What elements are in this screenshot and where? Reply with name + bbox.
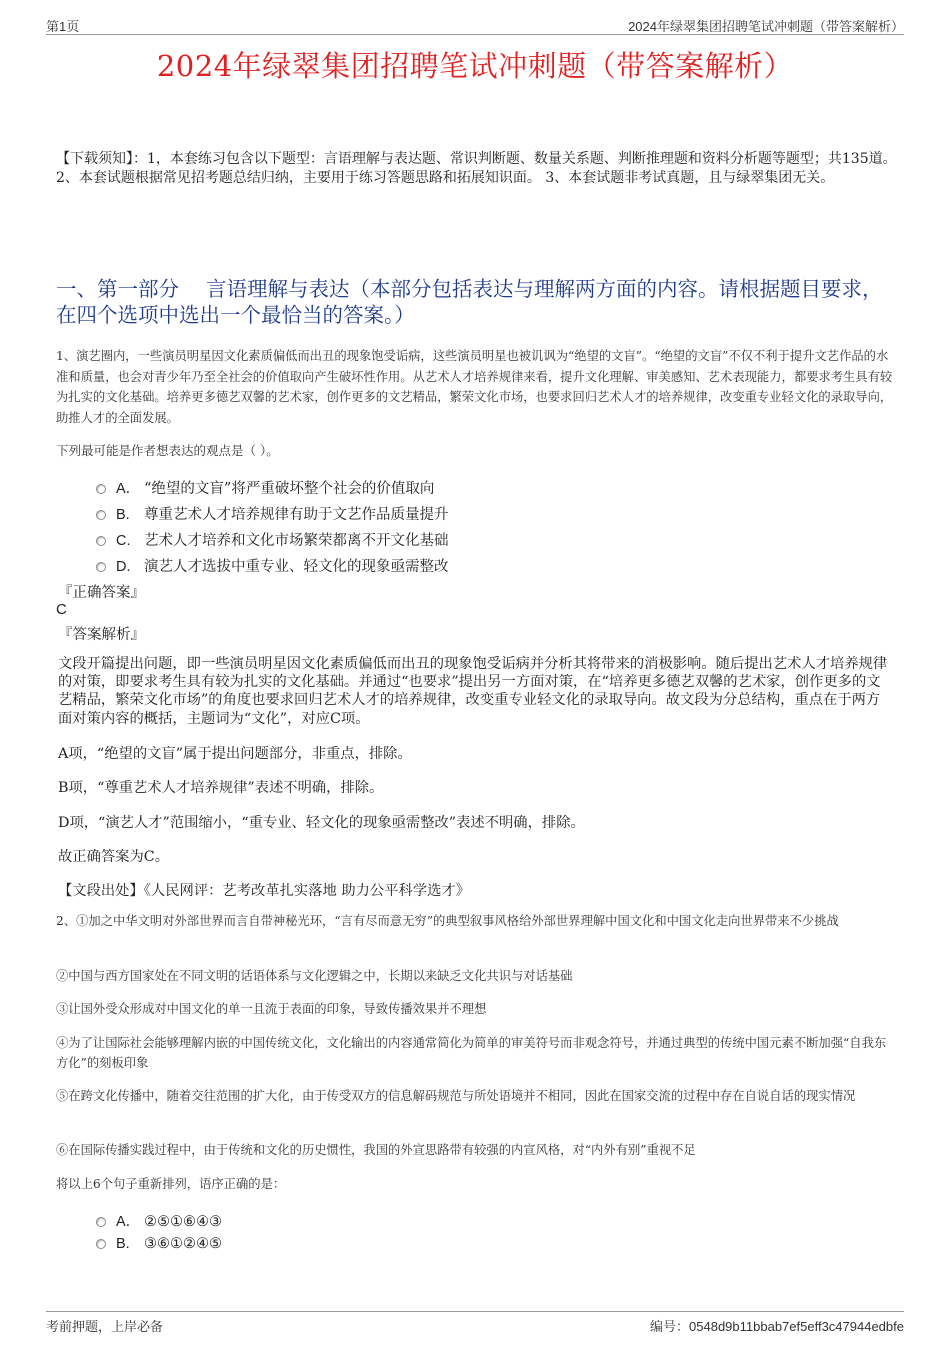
question-1-option-c[interactable]: C. 艺术人才培养和文化市场繁荣都离不开文化基础 xyxy=(96,529,449,551)
question-2-option-b[interactable]: B. ③⑥①②④⑤ xyxy=(96,1236,222,1258)
radio-icon[interactable] xyxy=(96,484,106,494)
radio-icon[interactable] xyxy=(96,1217,106,1227)
analysis-conclusion: 故正确答案为C。 xyxy=(58,849,170,865)
page-footer xyxy=(46,1311,904,1334)
analysis-option-d-note: D项，“演艺人才”范围缩小，“重专业、轻文化的现象亟需整改”表述不明确，排除。 xyxy=(58,815,585,831)
radio-icon[interactable] xyxy=(96,562,106,572)
radio-icon[interactable] xyxy=(96,1239,106,1249)
radio-icon[interactable] xyxy=(96,536,106,546)
question-2-sentence-5: ⑤在跨文化传播中，随着交往范围的扩大化，由于传受双方的信息解码规范与所处语境并不相同，因此在国家交流的过程中存在自说自话的现实情况 xyxy=(56,1089,856,1103)
question-1-option-b[interactable]: B. 尊重艺术人才培养规律有助于文艺作品质量提升 xyxy=(96,503,449,525)
analysis-text: 文段开篇提出问题，即一些演员明星因文化素质偏低而出丑的现象饱受诟病并分析其将带来的消极影响。随后提出艺术人才培养规律的对策，即要求考生具有较为扎实的文化基础。并通过“也要求”提出另一方面对策，在“培养更多德艺双馨的艺术家，创作更多的文艺精品，繁荣文化市场”的角度也要求回归艺术人才的培养规律，改变重专业轻文化的录取导向。故文段为分总结构，重点在于两方面对策内容的概括，主题词为“文化”，对应C项。 xyxy=(58,656,888,727)
question-2-sentence-4: ④为了让国际社会能够理解内嵌的中国传统文化，文化输出的内容通常简化为简单的审美符号而非观念符号，并通过典型的传统中国元素不断加强“自我东方化”的刻板印象 xyxy=(56,1036,887,1070)
analysis-label: 『答案解析』 xyxy=(58,627,145,643)
question-2-prompt: 将以上6个句子重新排列，语序正确的是： xyxy=(56,1177,286,1191)
question-2-sentence-2: ②中国与西方国家处在不同文明的话语体系与文化逻辑之中，长期以来缺乏文化共识与对话基础 xyxy=(56,969,573,983)
question-1-prompt: 下列最可能是作者想表达的观点是（ ）。 xyxy=(56,443,279,458)
header-doc-title: 2024年绿翠集团招聘笔试冲刺题（带答案解析） xyxy=(628,19,904,34)
question-2-sentence-1: 2、①加之中华文明对外部世界而言自带神秘光环，“言有尽而意无穷”的典型叙事风格给外部世界理解中国文化和中国文化走向世界带来不少挑战 xyxy=(56,914,839,928)
question-2-sentence-6: ⑥在国际传播实践过程中，由于传统和文化的历史惯性，我国的外宣思路带有较强的内宣风格，对“内外有别”重视不足 xyxy=(56,1143,696,1157)
page-number: 第1页 xyxy=(46,19,80,34)
question-2-option-a[interactable]: A． ②⑤①⑥④③ xyxy=(96,1210,222,1232)
radio-icon[interactable] xyxy=(96,510,106,520)
analysis-option-b-note: B项，“尊重艺术人才培养规律”表述不明确，排除。 xyxy=(58,780,384,796)
page-header xyxy=(46,14,904,35)
question-1-stem: 1、演艺圈内，一些演员明星因文化素质偏低而出丑的现象饱受诟病，这些演员明星也被讥讽为“绝望的文盲”。“绝望的文盲”不仅不利于提升文艺作品的水准和质量，也会对青少年乃至全社会的价值取向产生破坏性作用。从艺术人才培养规律来看，提升文化理解、审美感知、艺术表现能力，都要求考生具有较为扎实的文化基础。培养更多德艺双馨的艺术家，创作更多的文艺精品，繁荣文化市场，也要求回归艺术人才的培养规律，改变重专业轻文化的录取导向，助推人才的全面发展。 xyxy=(56,349,893,425)
footer-serial: 编号：0548d9b11bbab7ef5eff3c47944edbfe xyxy=(650,1319,904,1334)
analysis-option-a-note: A项，“绝望的文盲”属于提出问题部分，非重点，排除。 xyxy=(58,746,412,762)
question-2-sentence-3: ③让国外受众形成对中国文化的单一且流于表面的印象，导致传播效果并不理想 xyxy=(56,1002,487,1016)
section-title: 一、第一部分 言语理解与表达（本部分包括表达与理解两方面的内容。请根据题目要求，在四个选项中选出一个最恰当的答案。） xyxy=(56,277,883,327)
text-source: 【文段出处】《人民网评：艺考改革扎实落地 助力公平科学选才》 xyxy=(58,883,471,899)
download-notice: 【下载须知】：1，本套练习包含以下题型：言语理解与表达题、常识判断题、数量关系题、判断推理题和资料分析题等题型；共135道。 2、本套试题根据常见招考题总结归纳，主要用于练习答题思路和拓展知识面。 3、本套试题非考试真题，且与绿翠集团无关。 xyxy=(56,151,897,186)
answer-value: C xyxy=(56,601,67,618)
answer-label: 『正确答案』 xyxy=(58,585,145,601)
question-1-option-a[interactable]: A． “绝望的文盲”将严重破坏整个社会的价值取向 xyxy=(96,477,434,499)
document-title: 2024年绿翠集团招聘笔试冲刺题（带答案解析） xyxy=(156,49,794,83)
footer-slogan: 考前押题，上岸必备 xyxy=(46,1320,164,1335)
question-1-option-d[interactable]: D. 演艺人才选拔中重专业、轻文化的现象亟需整改 xyxy=(96,555,449,577)
